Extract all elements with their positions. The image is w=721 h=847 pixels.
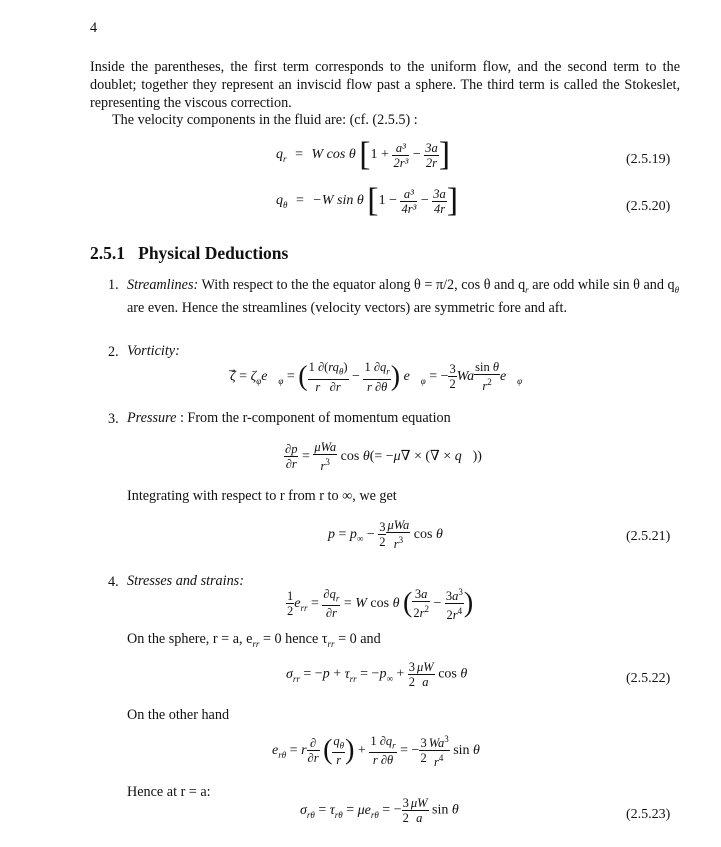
eq19-lhs: q bbox=[276, 147, 283, 163]
integrating-text: Integrating with respect to r from r to ∞, we get bbox=[127, 488, 397, 504]
list-item-pressure: Pressure : From the r-component of momentum equation bbox=[127, 410, 451, 426]
streamlines-label: Streamlines: bbox=[127, 277, 199, 293]
strain-equation: $\frac{1}{2}$ $e_{rr}$ = $\frac{\partial q_r}{\partial r}$ = W cos θ ( $\frac{3a}{2r^2}$ − $\frac{3a^3}{2r^4}$ ) bbox=[287, 586, 474, 623]
eq-number-2-5-20: (2.5.20) bbox=[626, 199, 671, 214]
equation-2-5-23: $\sigma_{r\theta} = \tau_{r\theta} = \mu e_{r\theta}$ = − $\frac{3}{2}$ $\frac{\mu W}{a}$ sin θ bbox=[300, 796, 459, 825]
vorticity-label: Vorticity: bbox=[127, 343, 180, 359]
list-item-stresses-num: 4. bbox=[108, 574, 119, 590]
pressure-gradient-equation: $\frac{\partial p}{\partial r}$ = $\frac{\text{μWa}}{r^3}$ cos θ(= −μ∇ × (∇ × q⃗)) bbox=[285, 440, 482, 474]
stresses-label: Stresses and strains: bbox=[127, 573, 244, 589]
eq-number-2-5-19: (2.5.19) bbox=[626, 152, 671, 167]
eq20-rhs-pre: −W sin θ bbox=[312, 193, 364, 209]
list-item-pressure-num: 3. bbox=[108, 411, 119, 427]
equation-2-5-19: $q_r = W$ cos θ [1 + $\frac{\text{a³}}{\text{2r³}}$ − $\frac{3a}{2r}$ ] bbox=[276, 136, 451, 173]
equation-2-5-21: $p = p_\infty$ − $\frac{3}{2}$ $\frac{\text{μWa}}{r^3}$ cos θ bbox=[328, 518, 443, 552]
eq-number-2-5-23: (2.5.23) bbox=[626, 807, 671, 822]
eq20-lhs: q bbox=[276, 193, 283, 209]
list-item-vorticity-num: 2. bbox=[108, 344, 119, 360]
equation-2-5-22: $\sigma_{rr} = -p + \tau_{rr} = -p_\infty$ + $\frac{3}{2}$ $\frac{\mu W}{a}$ cos θ bbox=[286, 660, 468, 689]
eq19-lhs-sub: r bbox=[283, 154, 287, 165]
vorticity-equation: ζ⃗ = $\zeta_\varphi e⃗_\varphi$ = ( $\frac{1 \partial(rq_\theta)}{r \partial r}$ − $\frac{1 \partial q_r}{r \partial\theta}$ ) $e⃗_\varphi$ = − $\frac{3}{2}$ Wa $\frac{\text{sin θ}}{r^2}$ $e⃗_\varphi$ bbox=[230, 360, 523, 394]
hence-text: Hence at r = a: bbox=[127, 784, 211, 800]
eq19-frac1: $\frac{\text{a³}}{\text{2r³}}$ bbox=[393, 140, 409, 170]
sphere-text: On the sphere, r = a, $e_{rr} = 0$ hence $\tau_{rr} = 0$ and bbox=[127, 631, 381, 649]
eq19-op2: − bbox=[412, 147, 421, 163]
list-item-streamlines-num: 1. bbox=[108, 277, 119, 293]
section-heading bbox=[90, 243, 288, 264]
eq20-frac2: $\frac{3a}{4r}$ bbox=[433, 186, 446, 216]
page-number: 4 bbox=[90, 20, 98, 36]
section-number: 2.5.1 bbox=[90, 243, 125, 263]
eq19-term1: 1 + bbox=[370, 147, 389, 163]
eq-number-2-5-21: (2.5.21) bbox=[626, 529, 671, 544]
eq20-op2: − bbox=[420, 193, 429, 209]
eq19-frac2: $\frac{3a}{2r}$ bbox=[425, 140, 438, 170]
intro-paragraph: Inside the parentheses, the first term corresponds to the uniform flow, and the second term to the doublet; together they represent an inviscid flow past a sphere. The third term is called the Stokeslet, representing the viscous correction. bbox=[90, 59, 680, 111]
eq20-term1: 1 − bbox=[378, 193, 397, 209]
pressure-label: Pressure bbox=[127, 410, 177, 426]
velocity-intro: The velocity components in the fluid are: (cf. (2.5.5) : bbox=[112, 112, 418, 128]
shear-strain-equation: $e_{r\theta} = r$ $\frac{\partial}{\partial r}$ ( $\frac{q_\theta}{r}$ ) + $\frac{1 \partial q_r}{r \partial\theta}$ = − $\frac{3}{2}$ $\frac{Wa^3}{r^4}$ sin θ bbox=[272, 733, 480, 770]
eq20-frac1: $\frac{\text{a³}}{\text{4r³}}$ bbox=[401, 186, 417, 216]
equation-2-5-20: $q_\theta = -W$ sin θ [1 − $\frac{\text{a³}}{\text{4r³}}$ − $\frac{3a}{4r}$ ] bbox=[276, 182, 459, 219]
eq-number-2-5-22: (2.5.22) bbox=[626, 671, 671, 686]
list-item-streamlines: Streamlines: With respect to the the equator along θ = π/2, cos θ and $q_r$ are odd while sin θ and $q_\theta$ are even. Hence the streamlines (velocity vectors) are symmetric fore and aft. bbox=[127, 277, 679, 316]
eq19-rhs-pre: W cos θ bbox=[311, 147, 356, 163]
eq20-lhs-sub: θ bbox=[283, 200, 288, 211]
section-title: Physical Deductions bbox=[138, 243, 289, 263]
other-hand-text: On the other hand bbox=[127, 707, 230, 723]
